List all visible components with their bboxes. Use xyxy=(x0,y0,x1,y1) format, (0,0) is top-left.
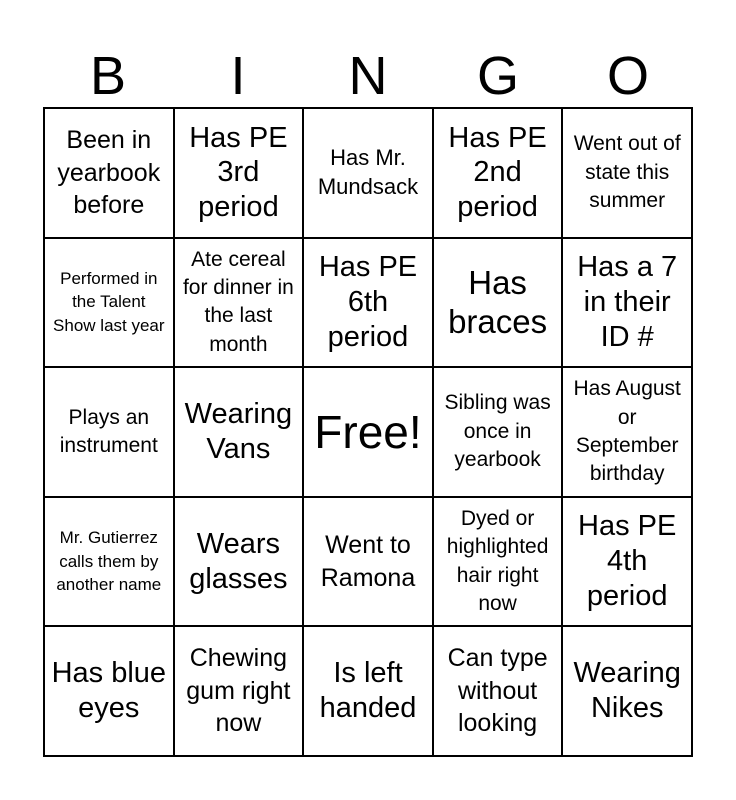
bingo-cell: Been in yearbook before xyxy=(45,109,175,239)
bingo-cell: Performed in the Talent Show last year xyxy=(45,239,175,369)
bingo-cell: Has August or September birthday xyxy=(563,368,693,498)
header-letter-n: N xyxy=(348,46,388,106)
bingo-cell: Has blue eyes xyxy=(45,627,175,757)
bingo-cell: Wearing Vans xyxy=(175,368,305,498)
bingo-cell: Chewing gum right now xyxy=(175,627,305,757)
bingo-cell: Sibling was once in yearbook xyxy=(434,368,564,498)
bingo-cell: Wearing Nikes xyxy=(563,627,693,757)
bingo-cell: Has PE 3rd period xyxy=(175,109,305,239)
bingo-cell: Has braces xyxy=(434,239,564,369)
bingo-cell: Dyed or highlighted hair right now xyxy=(434,498,564,628)
bingo-cell: Has PE 6th period xyxy=(304,239,434,369)
bingo-cell: Wears glasses xyxy=(175,498,305,628)
bingo-cell: Has PE 4th period xyxy=(563,498,693,628)
bingo-cell: Can type without looking xyxy=(434,627,564,757)
bingo-cell: Has PE 2nd period xyxy=(434,109,564,239)
bingo-cell: Plays an instrument xyxy=(45,368,175,498)
bingo-cell: Ate cereal for dinner in the last month xyxy=(175,239,305,369)
bingo-cell: Went to Ramona xyxy=(304,498,434,628)
header-letter-o: O xyxy=(606,46,649,106)
header-letter-i: I xyxy=(230,46,246,106)
bingo-cell: Mr. Gutierrez calls them by another name xyxy=(45,498,175,628)
header-letter-g: G xyxy=(476,46,519,106)
bingo-header xyxy=(43,44,693,108)
bingo-cell: Has a 7 in their ID # xyxy=(563,239,693,369)
bingo-board xyxy=(43,107,693,757)
bingo-cell: Went out of state this summer xyxy=(563,109,693,239)
bingo-cell: Has Mr. Mundsack xyxy=(304,109,434,239)
free-space-cell: Free! xyxy=(304,368,434,498)
bingo-cell: Is left handed xyxy=(304,627,434,757)
header-letter-b: B xyxy=(89,46,127,106)
